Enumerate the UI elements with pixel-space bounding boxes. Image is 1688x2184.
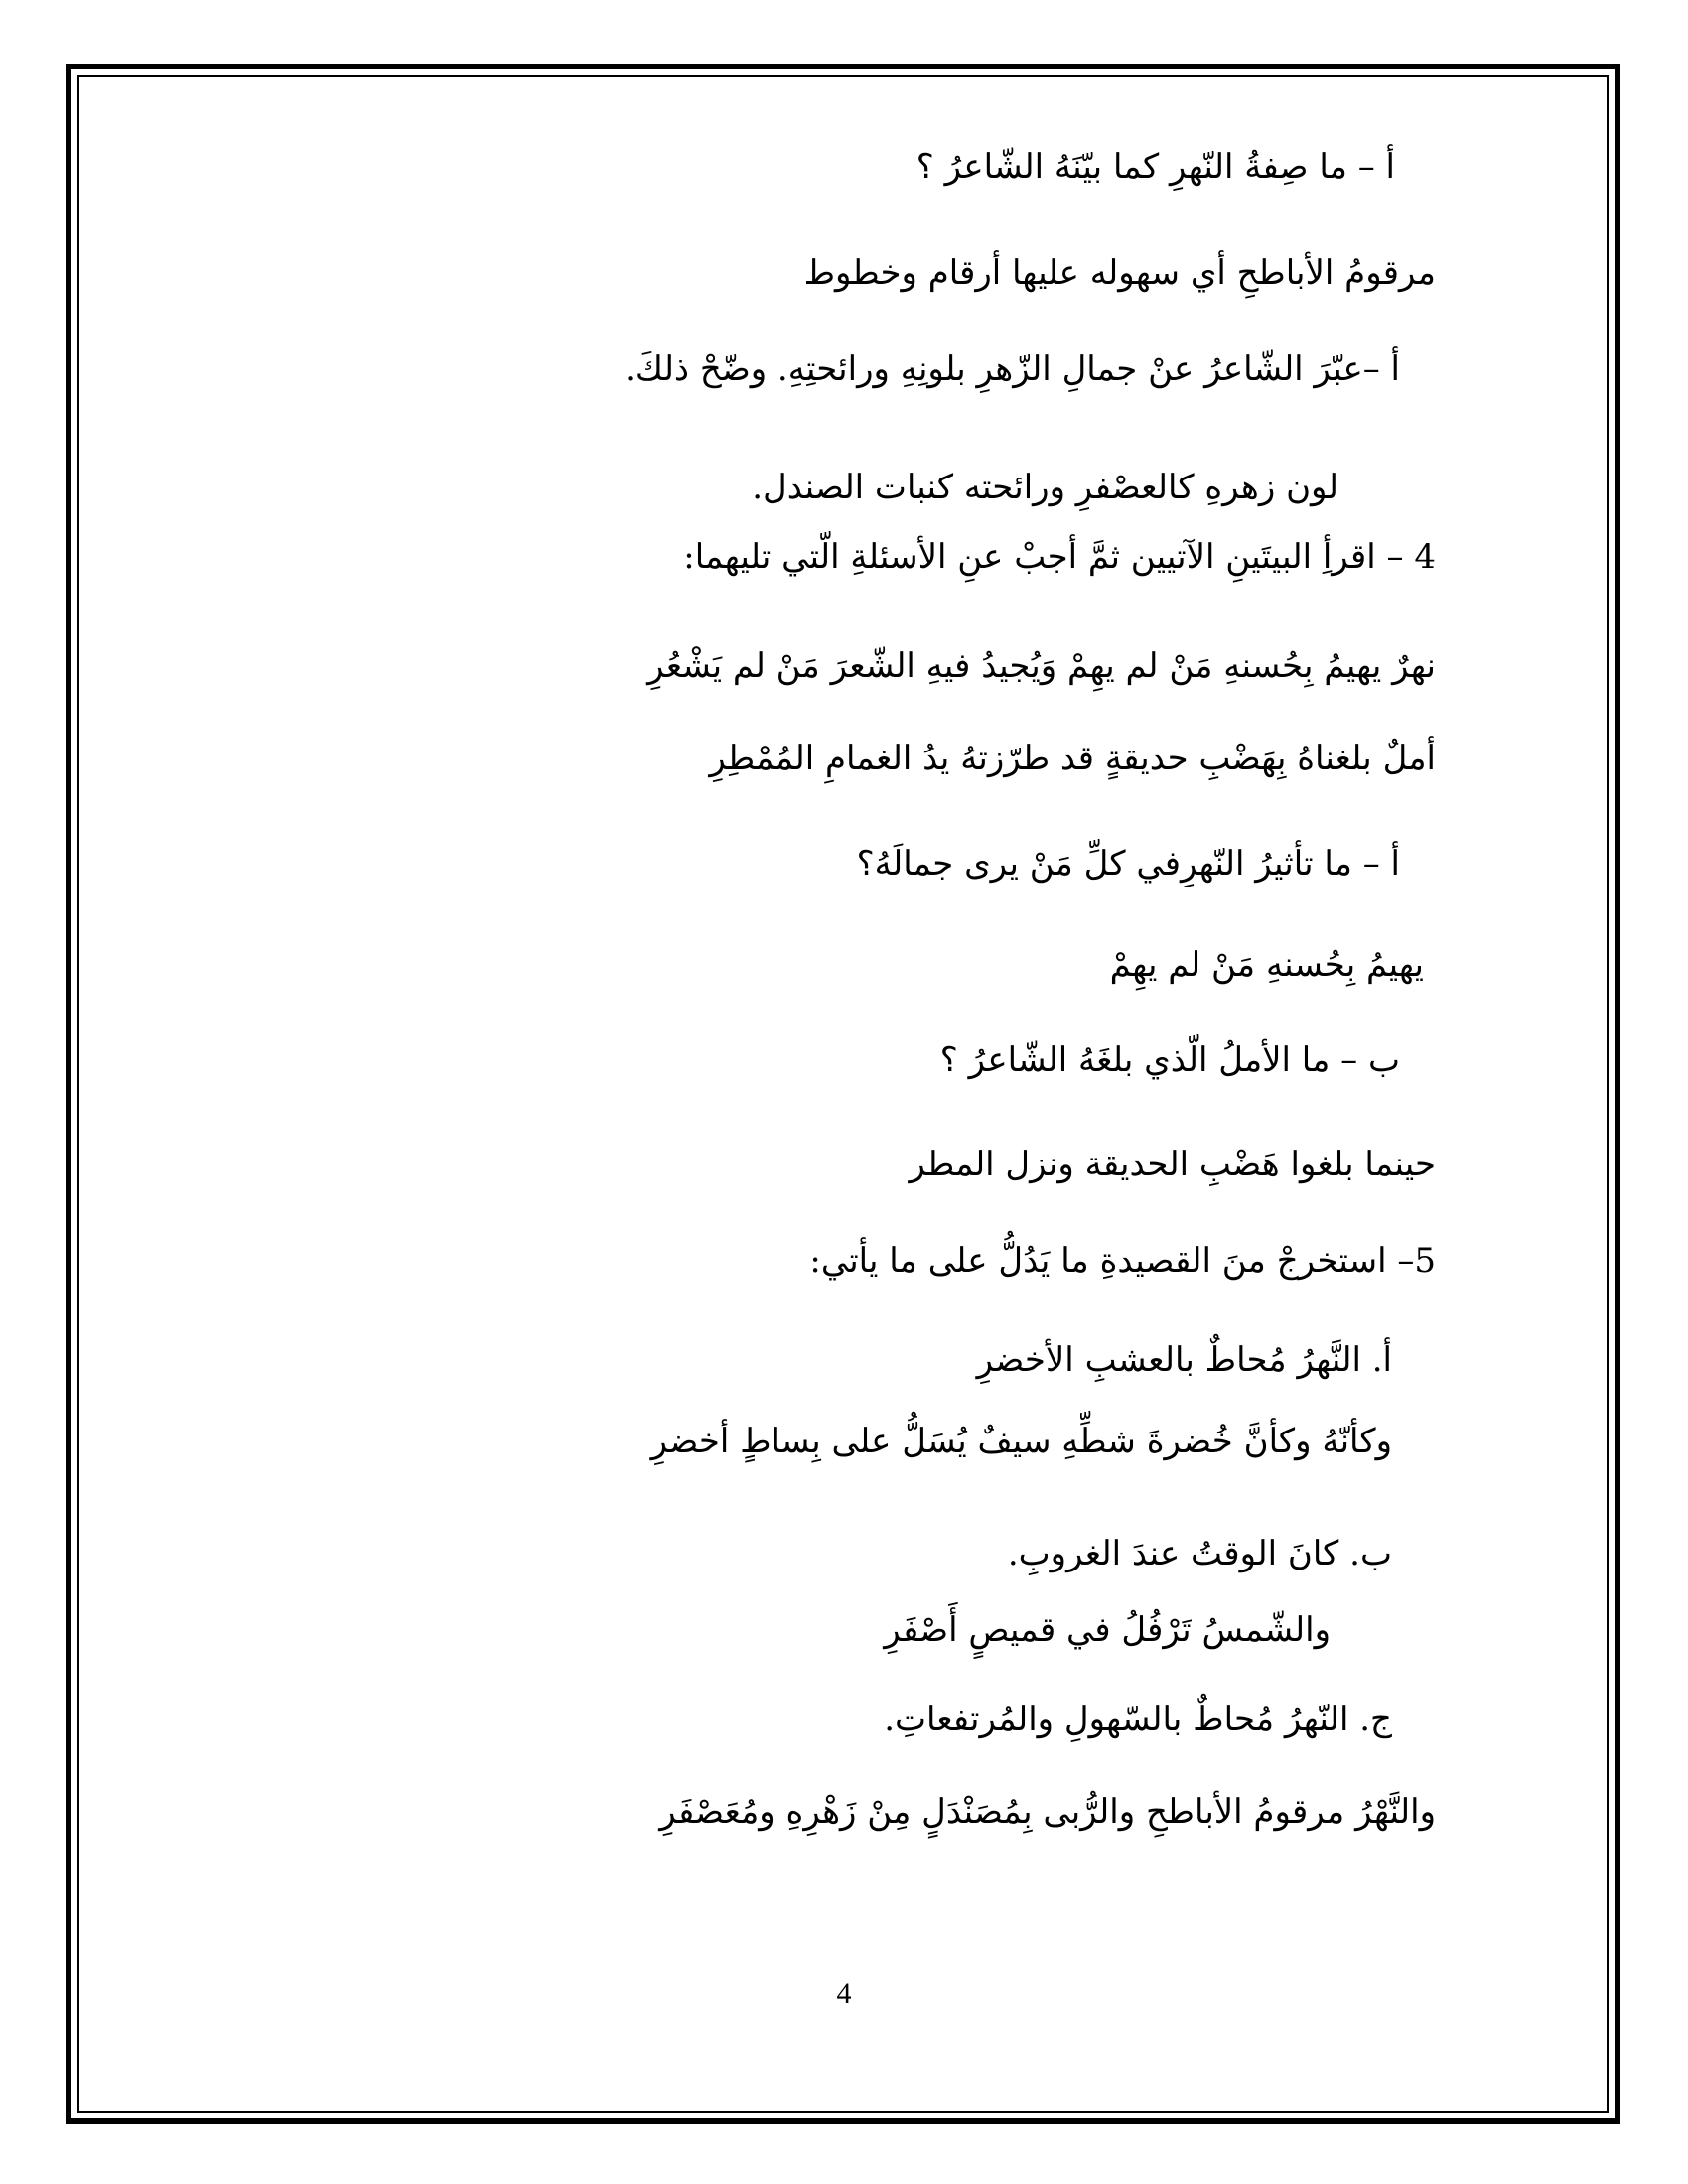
answer-flower-beauty: لون زهرهِ كالعصْفرِ ورائحته كنبات الصندل. bbox=[752, 468, 1338, 507]
question-5-heading: 5– استخرجْ منَ القصيدةِ ما يَدُلُّ على ما يأتي: bbox=[809, 1241, 1436, 1281]
answer-river-description: مرقومُ الأباطحِ أي سهوله عليها أرقام وخطوط bbox=[803, 253, 1436, 293]
poem-verse-2: أملٌ بلغناهُ بِهَضْبِ حديقةٍ قد طرّزتهُ يدُ الغمامِ المُمْطِرِ bbox=[709, 739, 1436, 778]
question-a-river-effect: أ – ما تأثيرُ النّهرِفي كلِّ مَنْ يرى جمالَهُ؟ bbox=[856, 844, 1400, 884]
verse-river-grass: وكأنّهُ وكأنَّ خُضرةَ شطِّهِ سيفٌ يُسَلُّ على بِساطٍ أخضرِ bbox=[650, 1422, 1392, 1461]
page-number: 4 bbox=[836, 1978, 852, 2010]
verse-sunset: والشّمسُ تَرْفُلُ في قميصٍ أَصْفَرِ bbox=[884, 1610, 1331, 1650]
question-a-flower-beauty: أ –عبّرَ الشّاعرُ عنْ جمالِ الزّهرِ بلونِهِ ورائحتِهِ. وضّحْ ذلكَ. bbox=[625, 349, 1400, 389]
answer-poet-hope: حينما بلغوا هَضْبِ الحديقة ونزل المطر bbox=[909, 1145, 1436, 1184]
item-b-sunset: ب. كانَ الوقتُ عندَ الغروبِ. bbox=[1007, 1534, 1392, 1573]
question-4-heading: 4 – اقرأِ البيتَينِ الآتيين ثمَّ أجبْ عنِ الأسئلةِ الّتي تليهما: bbox=[683, 537, 1436, 577]
poem-verse-1: نهرٌ يهيمُ بِحُسنهِ مَنْ لم يهِمْ وَيُجيدُ فيهِ الشّعرَ مَنْ لم يَشْعُرِ bbox=[647, 646, 1436, 686]
verse-plains-heights: والنَّهْرُ مرقومُ الأباطحِ والرُّبى بِمُصَنْدَلٍ مِنْ زَهْرِهِ ومُعَصْفَرِ bbox=[659, 1792, 1436, 1832]
item-c-plains-heights: ج. النّهرُ مُحاطٌ بالسّهولِ والمُرتفعاتِ. bbox=[884, 1700, 1392, 1739]
item-a-river-grass: أ. النَّهرُ مُحاطٌ بالعشبِ الأخضرِ bbox=[976, 1340, 1392, 1380]
question-b-poet-hope: ب – ما الأملُ الّذي بلغَهُ الشّاعرُ ؟ bbox=[939, 1040, 1400, 1080]
answer-river-effect: يهيمُ بِحُسنهِ مَنْ لم يهِمْ bbox=[1109, 945, 1424, 985]
question-a-river-description: أ – ما صِفةُ النّهرِ كما بيّنَهُ الشّاعرُ ؟ bbox=[915, 147, 1395, 187]
